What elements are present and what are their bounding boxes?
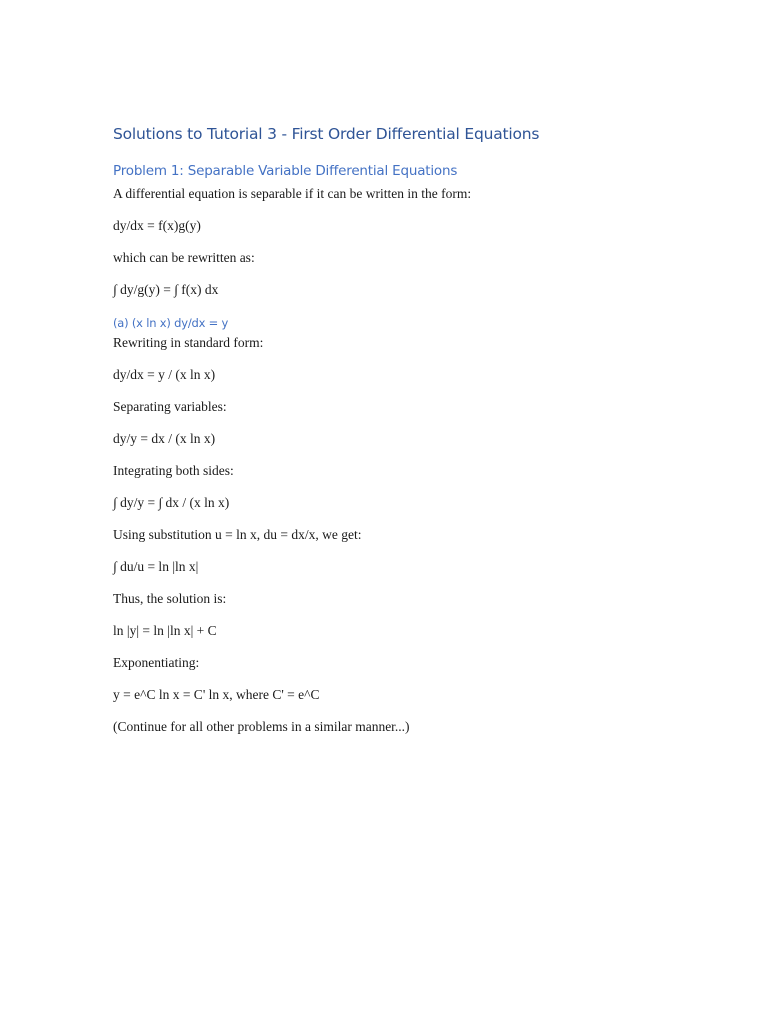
equation-line: ∫ dy/y = ∫ dx / (x ln x) xyxy=(113,495,230,510)
paragraph-line: Separating variables: xyxy=(113,399,227,414)
document-title: Solutions to Tutorial 3 - First Order Differential Equations xyxy=(113,125,540,143)
paragraph-line: Thus, the solution is: xyxy=(113,591,227,606)
equation-line: dy/dx = y / (x ln x) xyxy=(113,367,216,382)
paragraph-separable-intro: A differential equation is separable if it can be written in the form: xyxy=(113,186,472,201)
equation-line: dy/y = dx / (x ln x) xyxy=(113,431,216,446)
paragraph-line: Exponentiating: xyxy=(113,655,200,670)
equation-line: y = e^C ln x = C' ln x, where C' = e^C xyxy=(113,687,320,702)
equation-line: ln |y| = ln |ln x| + C xyxy=(113,623,217,638)
paragraph-continue-note: (Continue for all other problems in a similar manner...) xyxy=(113,719,410,734)
paragraph-line: Using substitution u = ln x, du = dx/x, we get: xyxy=(113,527,362,542)
equation-rewrite-form: ∫ dy/g(y) = ∫ f(x) dx xyxy=(113,282,219,297)
paragraph-line: Integrating both sides: xyxy=(113,463,234,478)
equation-separable-form: dy/dx = f(x)g(y) xyxy=(113,218,201,233)
equation-line: ∫ du/u = ln |ln x| xyxy=(113,559,199,574)
part-a-heading: (a) (x ln x) dy/dx = y xyxy=(113,316,229,330)
paragraph-line: Rewriting in standard form: xyxy=(113,335,264,350)
problem-1-heading: Problem 1: Separable Variable Differential Equations xyxy=(113,163,458,179)
paragraph-rewrite-intro: which can be rewritten as: xyxy=(113,250,255,265)
